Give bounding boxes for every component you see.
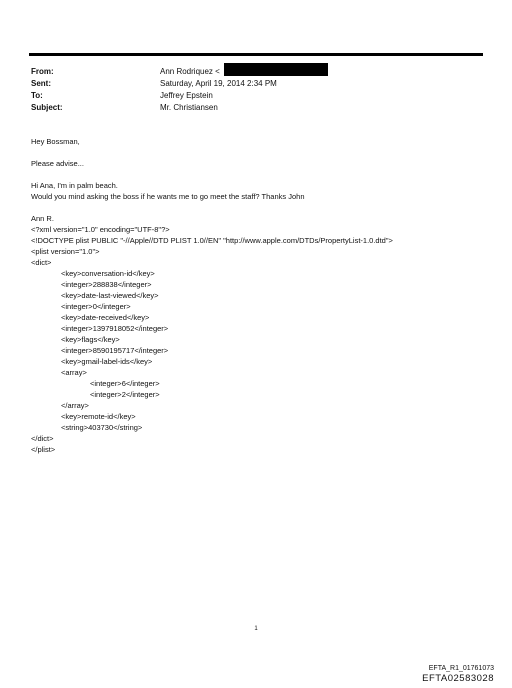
xml-line: <integer>2</integer> (90, 390, 160, 399)
xml-line: <key>date-received</key> (61, 313, 150, 322)
xml-line: </dict> (31, 434, 54, 443)
bates-number-secondary: EFTA02583028 (422, 673, 494, 684)
from-label: From: (31, 67, 54, 76)
xml-line: <key>date-last-viewed</key> (61, 291, 159, 300)
to-value: Jeffrey Epstein (160, 91, 213, 100)
subject-label: Subject: (31, 103, 63, 112)
redaction-box (224, 63, 328, 76)
xml-line: <key>conversation-id</key> (61, 269, 155, 278)
xml-line: <array> (61, 368, 87, 377)
xml-line: <dict> (31, 258, 52, 267)
bates-number-primary: EFTA_R1_01761073 (428, 665, 494, 672)
xml-line: <key>remote-id</key> (61, 412, 136, 421)
xml-line: <integer>0</integer> (61, 302, 131, 311)
header-rule (29, 53, 483, 56)
xml-line: <!DOCTYPE plist PUBLIC "-//Apple//DTD PLIST 1.0//EN" "http://www.apple.com/DTDs/PropertyList-1.0.dtd"> (31, 236, 393, 245)
body-line: Hi Ana, I'm in palm beach. (31, 181, 118, 190)
xml-line: <integer>1397918052</integer> (61, 324, 169, 333)
xml-line: <integer>288838</integer> (61, 280, 152, 289)
to-label: To: (31, 91, 43, 100)
xml-line: <integer>8590195717</integer> (61, 346, 169, 355)
xml-line: <integer>6</integer> (90, 379, 160, 388)
xml-line: <plist version="1.0"> (31, 247, 100, 256)
sent-value: Saturday, April 19, 2014 2:34 PM (160, 79, 277, 88)
body-line: Ann R. (31, 214, 54, 223)
xml-line: <?xml version="1.0" encoding="UTF-8"?> (31, 225, 170, 234)
page-number: 1 (254, 626, 258, 632)
subject-value: Mr. Christiansen (160, 103, 218, 112)
xml-line: </plist> (31, 445, 56, 454)
from-value: Ann Rodriquez < (160, 67, 220, 76)
xml-line: <key>flags</key> (61, 335, 120, 344)
xml-line: <key>gmail-label-ids</key> (61, 357, 153, 366)
body-line: Hey Bossman, (31, 137, 80, 146)
body-line: Would you mind asking the boss if he wants me to go meet the staff? Thanks John (31, 192, 305, 201)
body-line: Please advise... (31, 159, 84, 168)
sent-label: Sent: (31, 79, 51, 88)
xml-line: <string>403730</string> (61, 423, 143, 432)
xml-line: </array> (61, 401, 89, 410)
